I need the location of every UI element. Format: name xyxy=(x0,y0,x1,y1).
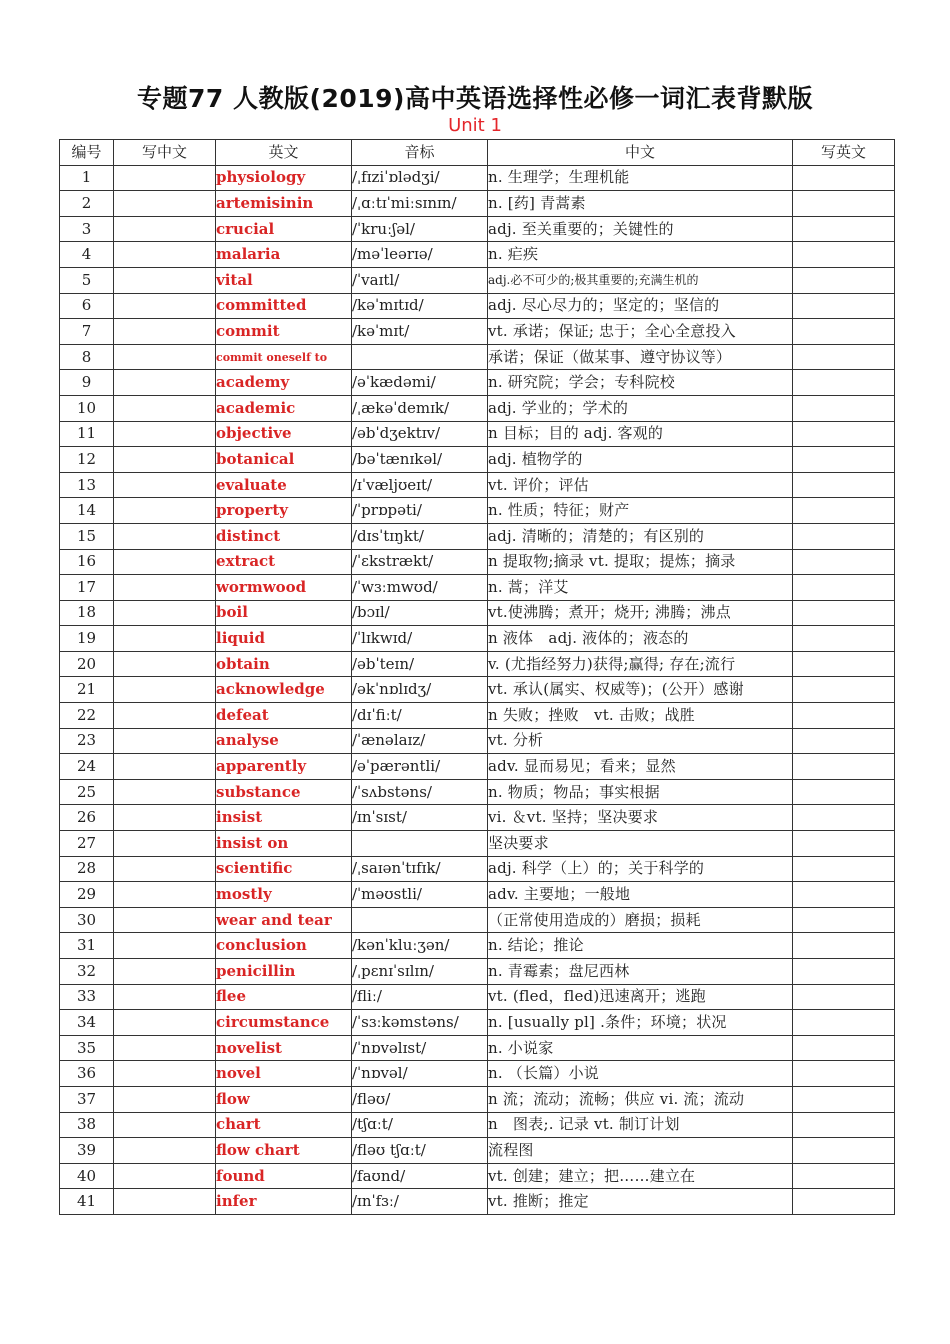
cell-write-english[interactable] xyxy=(793,907,895,933)
cell-english: extract xyxy=(216,549,352,575)
cell-chinese: vt. 分析 xyxy=(488,728,793,754)
cell-phonetic: /bɔɪl/ xyxy=(352,600,488,626)
cell-write-english[interactable] xyxy=(793,242,895,268)
cell-write-english[interactable] xyxy=(793,216,895,242)
table-row xyxy=(60,754,895,780)
cell-write-english[interactable] xyxy=(793,651,895,677)
table-row xyxy=(60,165,895,191)
cell-chinese: n. [usually pl] .条件；环境；状况 xyxy=(488,1010,793,1036)
cell-number: 16 xyxy=(60,549,114,575)
table-row xyxy=(60,344,895,370)
cell-english: mostly xyxy=(216,882,352,908)
cell-english: flow chart xyxy=(216,1138,352,1164)
cell-phonetic: /kəˈmɪt/ xyxy=(352,319,488,345)
cell-write-chinese[interactable] xyxy=(114,293,216,319)
cell-english: scientific xyxy=(216,856,352,882)
cell-write-english[interactable] xyxy=(793,754,895,780)
cell-phonetic xyxy=(352,907,488,933)
cell-number: 1 xyxy=(60,165,114,191)
cell-phonetic: /ˈwɜːmwʊd/ xyxy=(352,575,488,601)
header-chinese: 中文 xyxy=(488,140,793,166)
cell-number: 18 xyxy=(60,600,114,626)
cell-chinese: 流程图 xyxy=(488,1138,793,1164)
cell-phonetic: /dɪˈfiːt/ xyxy=(352,703,488,729)
table-row xyxy=(60,1112,895,1138)
cell-write-chinese[interactable] xyxy=(114,319,216,345)
cell-phonetic: /əkˈnɒlɪdʒ/ xyxy=(352,677,488,703)
cell-write-english[interactable] xyxy=(793,856,895,882)
cell-chinese: vt. 创建；建立；把……建立在 xyxy=(488,1163,793,1189)
cell-phonetic: /ˈænəlaɪz/ xyxy=(352,728,488,754)
cell-write-english[interactable] xyxy=(793,779,895,805)
cell-number: 40 xyxy=(60,1163,114,1189)
table-row xyxy=(60,293,895,319)
cell-chinese: n 流；流动；流畅；供应 vi. 流；流动 xyxy=(488,1086,793,1112)
cell-chinese: n 提取物;摘录 vt. 提取；提炼；摘录 xyxy=(488,549,793,575)
cell-chinese: v. (尤指经努力)获得;赢得; 存在;流行 xyxy=(488,651,793,677)
cell-number: 41 xyxy=(60,1189,114,1215)
cell-english: substance xyxy=(216,779,352,805)
table-row xyxy=(60,882,895,908)
cell-chinese: n 图表;. 记录 vt. 制订计划 xyxy=(488,1112,793,1138)
cell-write-chinese[interactable] xyxy=(114,1035,216,1061)
cell-write-english[interactable] xyxy=(793,1163,895,1189)
table-row xyxy=(60,370,895,396)
cell-number: 7 xyxy=(60,319,114,345)
table-body xyxy=(60,165,895,1214)
cell-phonetic: /ˈnɒvəl/ xyxy=(352,1061,488,1087)
cell-phonetic: /ˈməʊstli/ xyxy=(352,882,488,908)
cell-write-chinese[interactable] xyxy=(114,703,216,729)
cell-number: 22 xyxy=(60,703,114,729)
cell-english: infer xyxy=(216,1189,352,1215)
cell-write-chinese[interactable] xyxy=(114,1086,216,1112)
table-row xyxy=(60,805,895,831)
cell-write-english[interactable] xyxy=(793,728,895,754)
cell-write-english[interactable] xyxy=(793,523,895,549)
cell-chinese: vi. ＆vt. 坚持；坚决要求 xyxy=(488,805,793,831)
cell-chinese: adj.必不可少的;极其重要的;充满生机的 xyxy=(488,267,793,293)
cell-write-chinese[interactable] xyxy=(114,831,216,857)
cell-write-chinese[interactable] xyxy=(114,523,216,549)
table-row xyxy=(60,907,895,933)
cell-english: boil xyxy=(216,600,352,626)
cell-english: objective xyxy=(216,421,352,447)
cell-english: penicillin xyxy=(216,959,352,985)
table-row xyxy=(60,856,895,882)
table-row xyxy=(60,831,895,857)
cell-write-english[interactable] xyxy=(793,1086,895,1112)
table-row xyxy=(60,472,895,498)
cell-number: 6 xyxy=(60,293,114,319)
cell-number: 20 xyxy=(60,651,114,677)
cell-english: apparently xyxy=(216,754,352,780)
cell-write-chinese[interactable] xyxy=(114,191,216,217)
cell-chinese: vt. 承认(属实、权威等)；(公开）感谢 xyxy=(488,677,793,703)
cell-phonetic: /fləʊ tʃɑːt/ xyxy=(352,1138,488,1164)
cell-number: 39 xyxy=(60,1138,114,1164)
cell-number: 21 xyxy=(60,677,114,703)
table-row xyxy=(60,677,895,703)
cell-chinese: n 目标；目的 adj. 客观的 xyxy=(488,421,793,447)
cell-number: 26 xyxy=(60,805,114,831)
cell-chinese: 坚决要求 xyxy=(488,831,793,857)
cell-write-chinese[interactable] xyxy=(114,907,216,933)
cell-phonetic: /ˌpɛnɪˈsɪlɪn/ xyxy=(352,959,488,985)
cell-write-chinese[interactable] xyxy=(114,472,216,498)
cell-phonetic: /ˌsaɪənˈtɪfɪk/ xyxy=(352,856,488,882)
cell-english: physiology xyxy=(216,165,352,191)
cell-chinese: vt.使沸腾；煮开；烧开; 沸腾；沸点 xyxy=(488,600,793,626)
cell-phonetic: /dɪsˈtɪŋkt/ xyxy=(352,523,488,549)
cell-english: chart xyxy=(216,1112,352,1138)
header-write-chinese: 写中文 xyxy=(114,140,216,166)
cell-write-chinese[interactable] xyxy=(114,575,216,601)
cell-number: 8 xyxy=(60,344,114,370)
cell-write-english[interactable] xyxy=(793,395,895,421)
cell-phonetic: /ˈlɪkwɪd/ xyxy=(352,626,488,652)
cell-english: acknowledge xyxy=(216,677,352,703)
cell-english: conclusion xyxy=(216,933,352,959)
cell-write-english[interactable] xyxy=(793,472,895,498)
cell-write-chinese[interactable] xyxy=(114,498,216,524)
table-row xyxy=(60,728,895,754)
cell-number: 19 xyxy=(60,626,114,652)
cell-english: property xyxy=(216,498,352,524)
cell-write-english[interactable] xyxy=(793,831,895,857)
cell-chinese: n. [药] 青蒿素 xyxy=(488,191,793,217)
cell-phonetic: /ˈnɒvəlɪst/ xyxy=(352,1035,488,1061)
cell-number: 37 xyxy=(60,1086,114,1112)
cell-write-english[interactable] xyxy=(793,549,895,575)
cell-english: insist xyxy=(216,805,352,831)
cell-write-english[interactable] xyxy=(793,1138,895,1164)
cell-number: 25 xyxy=(60,779,114,805)
cell-english: wormwood xyxy=(216,575,352,601)
cell-write-chinese[interactable] xyxy=(114,728,216,754)
cell-write-english[interactable] xyxy=(793,600,895,626)
cell-phonetic: /ˌɑːtɪˈmiːsɪnɪn/ xyxy=(352,191,488,217)
cell-number: 11 xyxy=(60,421,114,447)
cell-number: 3 xyxy=(60,216,114,242)
cell-write-chinese[interactable] xyxy=(114,1163,216,1189)
cell-english: distinct xyxy=(216,523,352,549)
cell-write-chinese[interactable] xyxy=(114,165,216,191)
cell-chinese: adv. 主要地；一般地 xyxy=(488,882,793,908)
cell-phonetic: /ɪnˈsɪst/ xyxy=(352,805,488,831)
cell-write-chinese[interactable] xyxy=(114,395,216,421)
cell-write-english[interactable] xyxy=(793,984,895,1010)
cell-phonetic xyxy=(352,344,488,370)
cell-chinese: vt. (fled，fled)迅速离开；逃跑 xyxy=(488,984,793,1010)
cell-number: 34 xyxy=(60,1010,114,1036)
cell-english: liquid xyxy=(216,626,352,652)
cell-phonetic: /əˈpærəntli/ xyxy=(352,754,488,780)
cell-phonetic: /ˈkruːʃəl/ xyxy=(352,216,488,242)
table-row xyxy=(60,267,895,293)
cell-english: artemisinin xyxy=(216,191,352,217)
page-title: 专题77 人教版(2019)高中英语选择性必修一词汇表背默版 xyxy=(137,84,813,113)
cell-write-chinese[interactable] xyxy=(114,1112,216,1138)
cell-write-english[interactable] xyxy=(793,421,895,447)
cell-write-chinese[interactable] xyxy=(114,1061,216,1087)
cell-write-chinese[interactable] xyxy=(114,856,216,882)
table-row xyxy=(60,1086,895,1112)
table-row xyxy=(60,984,895,1010)
cell-chinese: n. 性质；特征；财产 xyxy=(488,498,793,524)
cell-english: evaluate xyxy=(216,472,352,498)
cell-write-chinese[interactable] xyxy=(114,754,216,780)
cell-chinese: adj. 尽心尽力的；坚定的；坚信的 xyxy=(488,293,793,319)
cell-write-english[interactable] xyxy=(793,191,895,217)
cell-write-chinese[interactable] xyxy=(114,216,216,242)
cell-chinese: adj. 植物学的 xyxy=(488,447,793,473)
cell-number: 5 xyxy=(60,267,114,293)
table-row xyxy=(60,447,895,473)
cell-english: wear and tear xyxy=(216,907,352,933)
cell-number: 24 xyxy=(60,754,114,780)
table-row xyxy=(60,242,895,268)
cell-phonetic: /ˈsʌbstəns/ xyxy=(352,779,488,805)
cell-write-english[interactable] xyxy=(793,293,895,319)
cell-phonetic: /ˈvaɪtl/ xyxy=(352,267,488,293)
cell-write-chinese[interactable] xyxy=(114,1010,216,1036)
cell-phonetic: /fliː/ xyxy=(352,984,488,1010)
cell-write-english[interactable] xyxy=(793,447,895,473)
cell-write-english[interactable] xyxy=(793,703,895,729)
cell-phonetic: /ɪˈvæljʊeɪt/ xyxy=(352,472,488,498)
cell-chinese: adj. 科学（上）的；关于科学的 xyxy=(488,856,793,882)
cell-phonetic: /əˈkædəmi/ xyxy=(352,370,488,396)
cell-write-english[interactable] xyxy=(793,1189,895,1215)
cell-write-english[interactable] xyxy=(793,344,895,370)
cell-english: committed xyxy=(216,293,352,319)
table-row xyxy=(60,1138,895,1164)
cell-write-english[interactable] xyxy=(793,1061,895,1087)
cell-english: botanical xyxy=(216,447,352,473)
cell-write-english[interactable] xyxy=(793,677,895,703)
table-row xyxy=(60,216,895,242)
cell-write-chinese[interactable] xyxy=(114,882,216,908)
cell-number: 13 xyxy=(60,472,114,498)
cell-write-chinese[interactable] xyxy=(114,370,216,396)
cell-number: 30 xyxy=(60,907,114,933)
vocabulary-table xyxy=(59,139,895,1215)
cell-chinese: n. 蒿；洋艾 xyxy=(488,575,793,601)
cell-english: novelist xyxy=(216,1035,352,1061)
cell-phonetic: /məˈleərɪə/ xyxy=(352,242,488,268)
cell-chinese: n. 结论；推论 xyxy=(488,933,793,959)
cell-number: 23 xyxy=(60,728,114,754)
table-row xyxy=(60,191,895,217)
table-row xyxy=(60,395,895,421)
cell-english: crucial xyxy=(216,216,352,242)
cell-english: circumstance xyxy=(216,1010,352,1036)
header-english: 英文 xyxy=(216,140,352,166)
cell-phonetic: /faʊnd/ xyxy=(352,1163,488,1189)
cell-write-chinese[interactable] xyxy=(114,344,216,370)
cell-chinese: adv. 显而易见；看来；显然 xyxy=(488,754,793,780)
cell-write-chinese[interactable] xyxy=(114,447,216,473)
cell-chinese: vt. 评价；评估 xyxy=(488,472,793,498)
cell-number: 12 xyxy=(60,447,114,473)
cell-english: vital xyxy=(216,267,352,293)
cell-english: academic xyxy=(216,395,352,421)
cell-write-english[interactable] xyxy=(793,165,895,191)
table-row xyxy=(60,651,895,677)
table-row xyxy=(60,319,895,345)
table-row xyxy=(60,626,895,652)
cell-chinese: （正常使用造成的）磨损；损耗 xyxy=(488,907,793,933)
cell-number: 15 xyxy=(60,523,114,549)
cell-phonetic: /ˈsɜːkəmstəns/ xyxy=(352,1010,488,1036)
cell-write-english[interactable] xyxy=(793,319,895,345)
cell-chinese: n. （长篇）小说 xyxy=(488,1061,793,1087)
cell-english: novel xyxy=(216,1061,352,1087)
table-header-row xyxy=(60,140,895,166)
cell-write-english[interactable] xyxy=(793,498,895,524)
table-row xyxy=(60,1061,895,1087)
cell-chinese: n 液体 adj. 液体的；液态的 xyxy=(488,626,793,652)
cell-english: defeat xyxy=(216,703,352,729)
cell-chinese: adj. 学业的；学术的 xyxy=(488,395,793,421)
cell-phonetic: /fləʊ/ xyxy=(352,1086,488,1112)
cell-phonetic: /ˌfɪziˈɒlədʒi/ xyxy=(352,165,488,191)
cell-chinese: 承诺；保证（做某事、遵守协议等） xyxy=(488,344,793,370)
cell-english: commit oneself to xyxy=(216,344,352,370)
cell-number: 29 xyxy=(60,882,114,908)
cell-number: 9 xyxy=(60,370,114,396)
cell-write-chinese[interactable] xyxy=(114,1189,216,1215)
cell-write-english[interactable] xyxy=(793,575,895,601)
cell-write-chinese[interactable] xyxy=(114,651,216,677)
cell-write-chinese[interactable] xyxy=(114,959,216,985)
cell-write-chinese[interactable] xyxy=(114,421,216,447)
cell-number: 14 xyxy=(60,498,114,524)
table-row xyxy=(60,600,895,626)
cell-write-english[interactable] xyxy=(793,933,895,959)
header-phonetic: 音标 xyxy=(352,140,488,166)
cell-english: flee xyxy=(216,984,352,1010)
cell-number: 38 xyxy=(60,1112,114,1138)
cell-write-english[interactable] xyxy=(793,959,895,985)
cell-write-chinese[interactable] xyxy=(114,779,216,805)
cell-write-english[interactable] xyxy=(793,1112,895,1138)
cell-english: obtain xyxy=(216,651,352,677)
cell-write-english[interactable] xyxy=(793,370,895,396)
cell-english: malaria xyxy=(216,242,352,268)
table-row xyxy=(60,933,895,959)
table-row xyxy=(60,1010,895,1036)
cell-chinese: n. 小说家 xyxy=(488,1035,793,1061)
cell-chinese: n. 研究院；学会；专科院校 xyxy=(488,370,793,396)
cell-phonetic: /əbˈteɪn/ xyxy=(352,651,488,677)
cell-write-english[interactable] xyxy=(793,1010,895,1036)
table-row xyxy=(60,575,895,601)
table-row xyxy=(60,1189,895,1215)
cell-write-chinese[interactable] xyxy=(114,1138,216,1164)
cell-write-english[interactable] xyxy=(793,805,895,831)
cell-phonetic xyxy=(352,831,488,857)
cell-chinese: adj. 清晰的；清楚的；有区别的 xyxy=(488,523,793,549)
cell-chinese: n. 物质；物品；事实根据 xyxy=(488,779,793,805)
table-row xyxy=(60,779,895,805)
cell-phonetic: /ɪnˈfɜː/ xyxy=(352,1189,488,1215)
table-row xyxy=(60,703,895,729)
cell-chinese: n. 青霉素；盘尼西林 xyxy=(488,959,793,985)
cell-chinese: adj. 至关重要的；关键性的 xyxy=(488,216,793,242)
cell-number: 33 xyxy=(60,984,114,1010)
table-row xyxy=(60,421,895,447)
cell-number: 28 xyxy=(60,856,114,882)
cell-number: 32 xyxy=(60,959,114,985)
table-row xyxy=(60,498,895,524)
table-row xyxy=(60,959,895,985)
cell-chinese: n. 生理学；生理机能 xyxy=(488,165,793,191)
cell-english: academy xyxy=(216,370,352,396)
cell-english: flow xyxy=(216,1086,352,1112)
cell-phonetic: /kənˈkluːʒən/ xyxy=(352,933,488,959)
cell-english: commit xyxy=(216,319,352,345)
cell-write-chinese[interactable] xyxy=(114,242,216,268)
cell-write-english[interactable] xyxy=(793,1035,895,1061)
cell-english: found xyxy=(216,1163,352,1189)
cell-chinese: vt. 推断；推定 xyxy=(488,1189,793,1215)
cell-write-english[interactable] xyxy=(793,267,895,293)
cell-write-chinese[interactable] xyxy=(114,626,216,652)
cell-chinese: n. 疟疾 xyxy=(488,242,793,268)
table-row xyxy=(60,523,895,549)
cell-english: analyse xyxy=(216,728,352,754)
cell-write-chinese[interactable] xyxy=(114,984,216,1010)
cell-number: 27 xyxy=(60,831,114,857)
cell-write-chinese[interactable] xyxy=(114,600,216,626)
cell-phonetic: /ˈɛkstrækt/ xyxy=(352,549,488,575)
cell-write-english[interactable] xyxy=(793,626,895,652)
cell-english: insist on xyxy=(216,831,352,857)
cell-number: 2 xyxy=(60,191,114,217)
cell-phonetic: /ˈprɒpəti/ xyxy=(352,498,488,524)
cell-chinese: n 失败；挫败 vt. 击败；战胜 xyxy=(488,703,793,729)
cell-phonetic: /kəˈmɪtɪd/ xyxy=(352,293,488,319)
cell-write-chinese[interactable] xyxy=(114,677,216,703)
cell-number: 36 xyxy=(60,1061,114,1087)
header-write-english: 写英文 xyxy=(793,140,895,166)
cell-number: 10 xyxy=(60,395,114,421)
table-row xyxy=(60,549,895,575)
cell-phonetic: /əbˈdʒektɪv/ xyxy=(352,421,488,447)
cell-write-chinese[interactable] xyxy=(114,805,216,831)
cell-write-chinese[interactable] xyxy=(114,549,216,575)
cell-phonetic: /bəˈtænɪkəl/ xyxy=(352,447,488,473)
cell-chinese: vt. 承诺；保证; 忠于；全心全意投入 xyxy=(488,319,793,345)
cell-write-chinese[interactable] xyxy=(114,933,216,959)
cell-write-english[interactable] xyxy=(793,882,895,908)
header-number: 编号 xyxy=(60,140,114,166)
cell-number: 17 xyxy=(60,575,114,601)
cell-phonetic: /ˌækəˈdemɪk/ xyxy=(352,395,488,421)
cell-phonetic: /tʃɑːt/ xyxy=(352,1112,488,1138)
cell-number: 31 xyxy=(60,933,114,959)
cell-number: 35 xyxy=(60,1035,114,1061)
table-row xyxy=(60,1163,895,1189)
unit-subtitle: Unit 1 xyxy=(448,115,502,136)
table-row xyxy=(60,1035,895,1061)
cell-write-chinese[interactable] xyxy=(114,267,216,293)
cell-number: 4 xyxy=(60,242,114,268)
